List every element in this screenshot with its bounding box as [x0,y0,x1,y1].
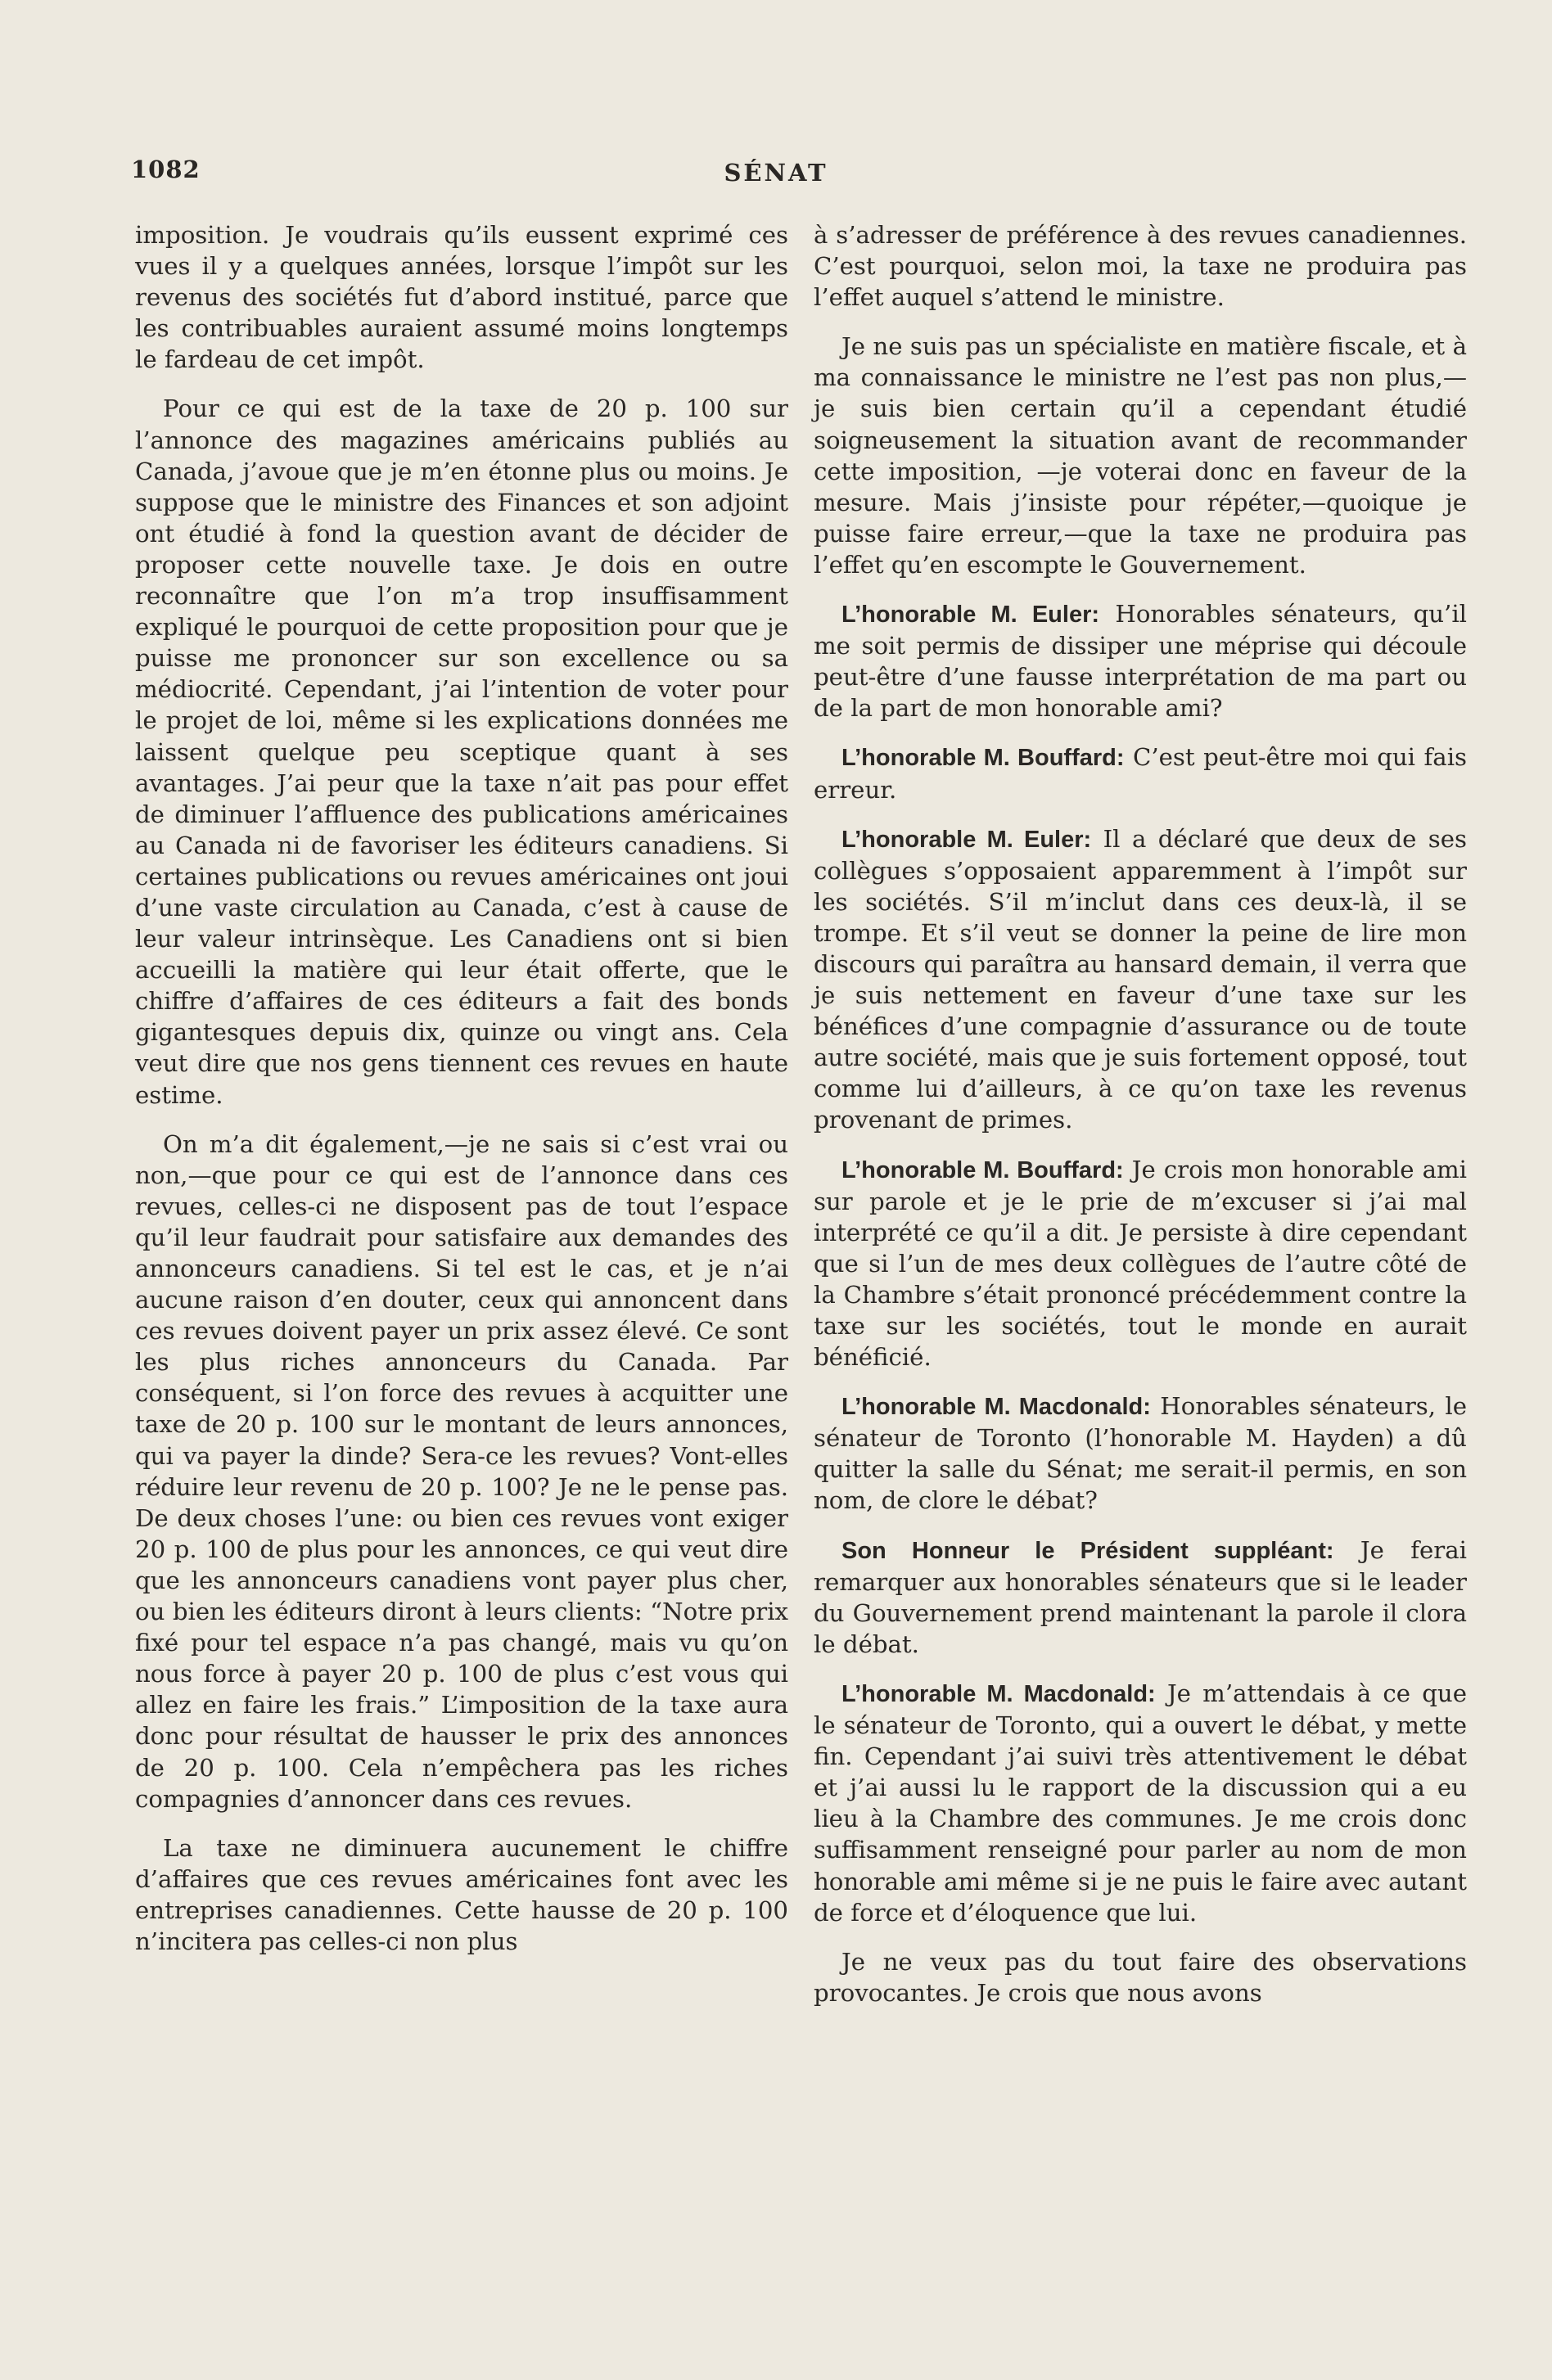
speech-text: Honorables sénateurs, le sénateur de Toronto (l’honorable M. Hayden) a dû quitter la salle du Sénat; me serait-il permis, en son nom, de clore le débat? [814,1392,1468,1515]
speech-paragraph [814,1678,1467,1928]
paragraph-text: Je ne veux pas du tout faire des observations provocantes. Je crois que nous avons [814,1947,1467,2007]
speaker-name: L’honorable M. Bouffard: [841,1156,1124,1183]
paragraph-text: Je ne suis pas un spécialiste en matière fiscale, et à ma connaissance le ministre ne l’est pas non plus,—je suis bien certain qu’il a cependant étudié soigneusement la situation avant de recommander cette imposition, —je voterai donc en faveur de la mesure. Mais j’insiste pour répéter,—quoique je puisse faire erreur,—que la taxe ne produira pas l’effet qu’en escompte le Gouvernement. [814,332,1467,579]
speech-text: Je ferai remarquer aux honorables sénateurs que si le leader du Gouvernement prend maintenant la parole il clora le débat. [814,1535,1467,1658]
speaker-name: L’honorable M. Bouffard: [841,745,1125,772]
speech-paragraph [814,598,1467,723]
speaker-name: L’honorable M. Euler: [841,826,1092,853]
speaker-name: L’honorable M. Euler: [841,602,1100,629]
paragraph: On m’a dit également,—je ne sais si c’est vrai ou non,—que pour ce qui est de l’annonce dans ces revues, celles-ci ne disposent pas de tout l’espace qu’il leur faudrait pour satisfaire aux demandes des annonceurs canadiens. Si tel est le cas, et je n’ai aucune raison d’en douter, ceux qui annoncent dans ces revues doivent payer un prix assez élevé. Ce sont les plus riches annonceurs du Canada. Par conséquent, si l’on force des revues à acquitter une taxe de 20 p. 100 sur le montant de leurs annonces, qui va payer la dinde? Sera-ce les revues? Vont-elles réduire leur revenu de 20 p. 100? Je ne le pense pas. De deux choses l’une: ou bien ces revues vont exiger 20 p. 100 de plus pour les annonces, ce qui veut dire que les annonceurs canadiens vont payer plus cher, ou bien les éditeurs diront à leurs clients: “Notre prix fixé pour tel espace n’a pas changé, mais vu qu’on nous force à payer 20 p. 100 de plus c’est vous qui allez en faire les frais.” L’imposition de la taxe aura donc pour résultat de hausser le prix des annonces de 20 p. 100. Cela n’empêchera pas les riches compagnies d’annoncer dans ces revues. [135,1129,788,1813]
speaker-name: L’honorable M. Macdonald: [841,1394,1151,1421]
right-column [814,219,1467,2026]
page-number: 1082 [131,156,201,183]
speech-text: Je m’attendais à ce que le sénateur de Toronto, qui a ouvert le débat, y mette fin. Cependant j’ai suivi très attentivement le débat et j’ai aussi lu le rapport de la discussion qui a eu lieu à la Chambre des communes. Je me crois donc suffisamment renseigné pour parler au nom de mon honorable ami même si je ne puis le faire avec autant de force et d’éloquence que lui. [814,1679,1467,1927]
running-head-title: SÉNAT [724,159,828,187]
speech-text: Il a déclaré que deux de ses collègues s’opposaient apparemment à l’impôt sur les sociétés. S’il m’inclut dans ces deux-là, il se trompe. Et s’il veut se donner la peine de lire mon discours qui paraîtra au hansard demain, il verra que je suis nettement en faveur d’une taxe sur les bénéfices d’une compagnie d’assurance ou de toute autre société, mais que je suis fortement opposé, tout comme lui d’ailleurs, à ce qu’on taxe les revenus provenant de primes. [814,824,1468,1134]
speech-text: Honorables sénateurs, qu’il me soit permis de dissiper une méprise qui découle peut-être d’une fausse interprétation de ma part ou de la part de mon honorable ami? [814,600,1467,723]
speech-paragraph [814,823,1467,1136]
paragraph-text: à s’adresser de préférence à des revues canadiennes. C’est pourquoi, selon moi, la taxe ne produira pas l’effet auquel s’attend le ministre. [814,221,1467,312]
paragraph [814,331,1467,580]
speech-paragraph [814,1535,1467,1660]
paragraph: imposition. Je voudrais qu’ils eussent exprimé ces vues il y a quelques années, lorsque l’impôt sur les revenus des sociétés fut d’abord institué, parce que les contribuables auraient assumé moins longtemps le fardeau de cet impôt. [135,221,788,374]
speech-paragraph [814,1391,1467,1516]
paragraph [814,219,1467,313]
speech-text: C’est peut-être moi qui fais erreur. [814,743,1468,804]
left-column [135,219,788,1975]
paragraph: La taxe ne diminuera aucunement le chiffre d’affaires que ces revues américaines font avec les entreprises canadiennes. Cette hausse de 20 p. 100 n’incitera pas celles-ci non plus [135,1833,788,1955]
speech-paragraph [814,741,1467,805]
speaker-name: Son Honneur le Président suppléant: [841,1537,1334,1564]
speaker-name: L’honorable M. Macdonald: [841,1680,1156,1707]
speech-paragraph [814,1154,1467,1373]
paragraph [814,1946,1467,2008]
paragraph: Pour ce qui est de la taxe de 20 p. 100 sur l’annonce des magazines américains publiés au Canada, j’avoue que je m’en étonne plus ou moins. Je suppose que le ministre des Finances et son adjoint ont étudié à fond la question avant de décider de proposer cette nouvelle taxe. Je dois en outre reconnaître que l’on m’a trop insuffisamment expliqué le pourquoi de cette proposition pour que je puisse me prononcer sur son excellence ou sa médiocrité. Cependant, j’ai l’intention de voter pour le projet de loi, même si les explications données me laissent quelque peu sceptique quant à ses avantages. J’ai peur que la taxe n’ait pas pour effet de diminuer l’affluence des publications américaines au Canada ni de favoriser les éditeurs canadiens. Si certaines publications ou revues américaines ont joui d’une vaste circulation au Canada, c’est à cause de leur valeur intrinsèque. Les Canadiens ont si bien accueilli la matière qui leur était offerte, que le chiffre d’affaires de ces éditeurs a fait des bonds gigantesques depuis dix, quinze ou vingt ans. Cela veut dire que nos gens tiennent ces revues en haute estime. [135,394,788,1109]
speech-text: Je crois mon honorable ami sur parole et je le prie de m’excuser si j’ai mal interprété ce qu’il a dit. Je persiste à dire cependant que si l’un de mes deux collègues de l’autre côté de la Chambre s’était prononcé précédemment contre la taxe sur les sociétés, tout le monde en aurait bénéficié. [814,1155,1467,1372]
